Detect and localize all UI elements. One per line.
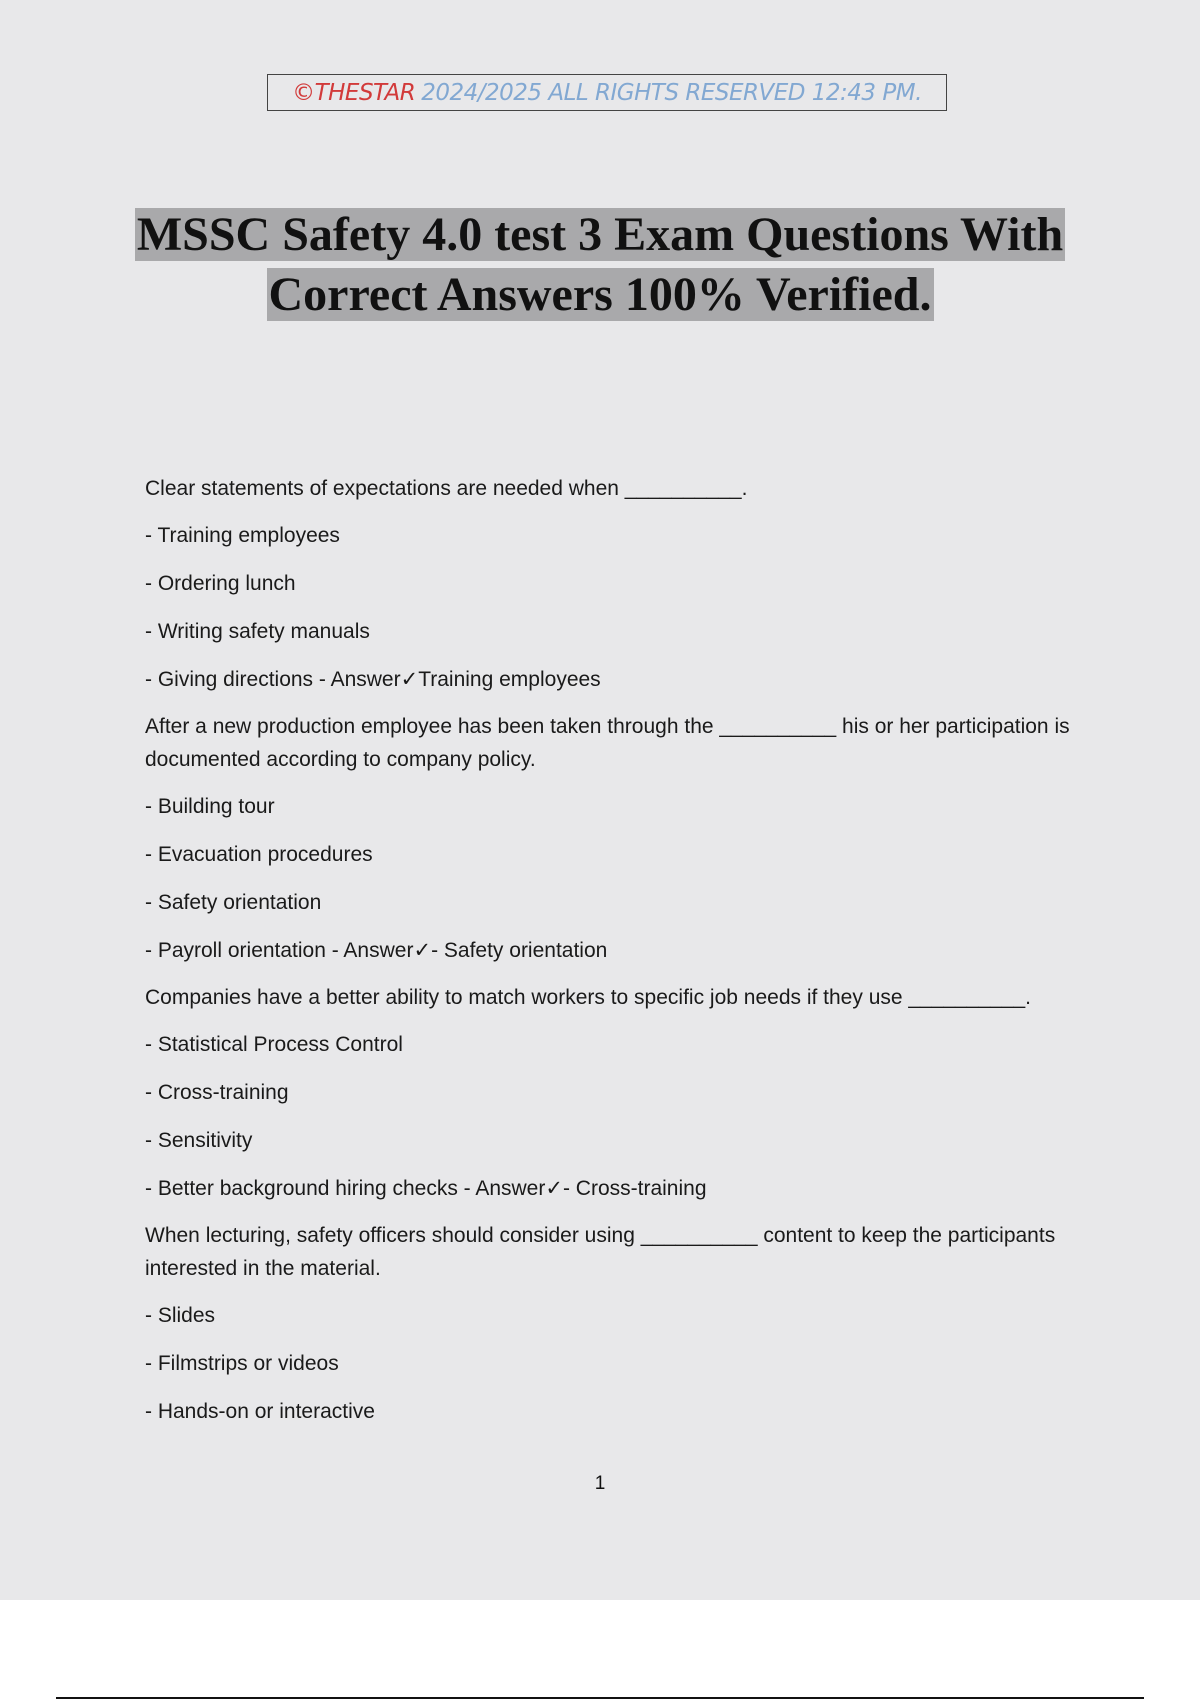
option-with-answer — [145, 663, 1085, 696]
copyright-banner — [267, 74, 947, 111]
title-line-1: MSSC Safety 4.0 test 3 Exam Questions With — [136, 208, 1064, 261]
question-text: After a new production employee has been taken through the __________ his or her participation is documented according to company policy. — [145, 715, 1070, 771]
option: - Building tour — [145, 795, 275, 818]
question-text: Companies have a better ability to match workers to specific job needs if they use __________. — [145, 986, 1032, 1009]
page-number: 1 — [594, 1473, 606, 1494]
copyright-brand: ©THESTAR — [292, 79, 416, 106]
copyright-text: 2024/2025 ALL RIGHTS RESERVED 12:43 PM. — [421, 79, 922, 106]
check-icon: ✓ — [413, 938, 432, 962]
option: - Slides — [145, 1304, 216, 1327]
question-block-3 — [145, 981, 1085, 1205]
option: - Evacuation procedures — [145, 843, 373, 866]
bottom-divider — [56, 1697, 1144, 1699]
option-label: - Giving directions - Answer — [145, 668, 401, 691]
question-list — [145, 472, 1085, 1443]
question-text: Clear statements of expectations are needed when __________. — [145, 477, 748, 500]
question-block-1 — [145, 472, 1085, 696]
document-title — [100, 205, 1100, 325]
check-icon: ✓ — [400, 667, 419, 691]
answer-text: - Cross-training — [562, 1177, 707, 1200]
option: - Filmstrips or videos — [145, 1352, 339, 1375]
option-with-answer — [145, 1172, 1085, 1205]
question-block-4 — [145, 1219, 1085, 1428]
title-line-2: Correct Answers 100% Verified. — [268, 268, 932, 321]
question-text: When lecturing, safety officers should consider using __________ content to keep the participants interested in the material. — [145, 1224, 1056, 1280]
option: - Ordering lunch — [145, 572, 296, 595]
option-with-answer — [145, 934, 1085, 967]
option: - Hands-on or interactive — [145, 1400, 375, 1423]
option-label: - Better background hiring checks - Answer — [145, 1177, 546, 1200]
option: - Training employees — [145, 524, 340, 547]
option: - Writing safety manuals — [145, 620, 370, 643]
answer-text: - Safety orientation — [431, 939, 608, 962]
answer-text: Training employees — [418, 668, 601, 691]
check-icon: ✓ — [545, 1176, 563, 1200]
option: - Cross-training — [145, 1081, 289, 1104]
option: - Sensitivity — [145, 1129, 253, 1152]
option-label: - Payroll orientation - Answer — [145, 939, 414, 962]
option: - Statistical Process Control — [145, 1033, 403, 1056]
option: - Safety orientation — [145, 891, 322, 914]
question-block-2 — [145, 710, 1085, 967]
